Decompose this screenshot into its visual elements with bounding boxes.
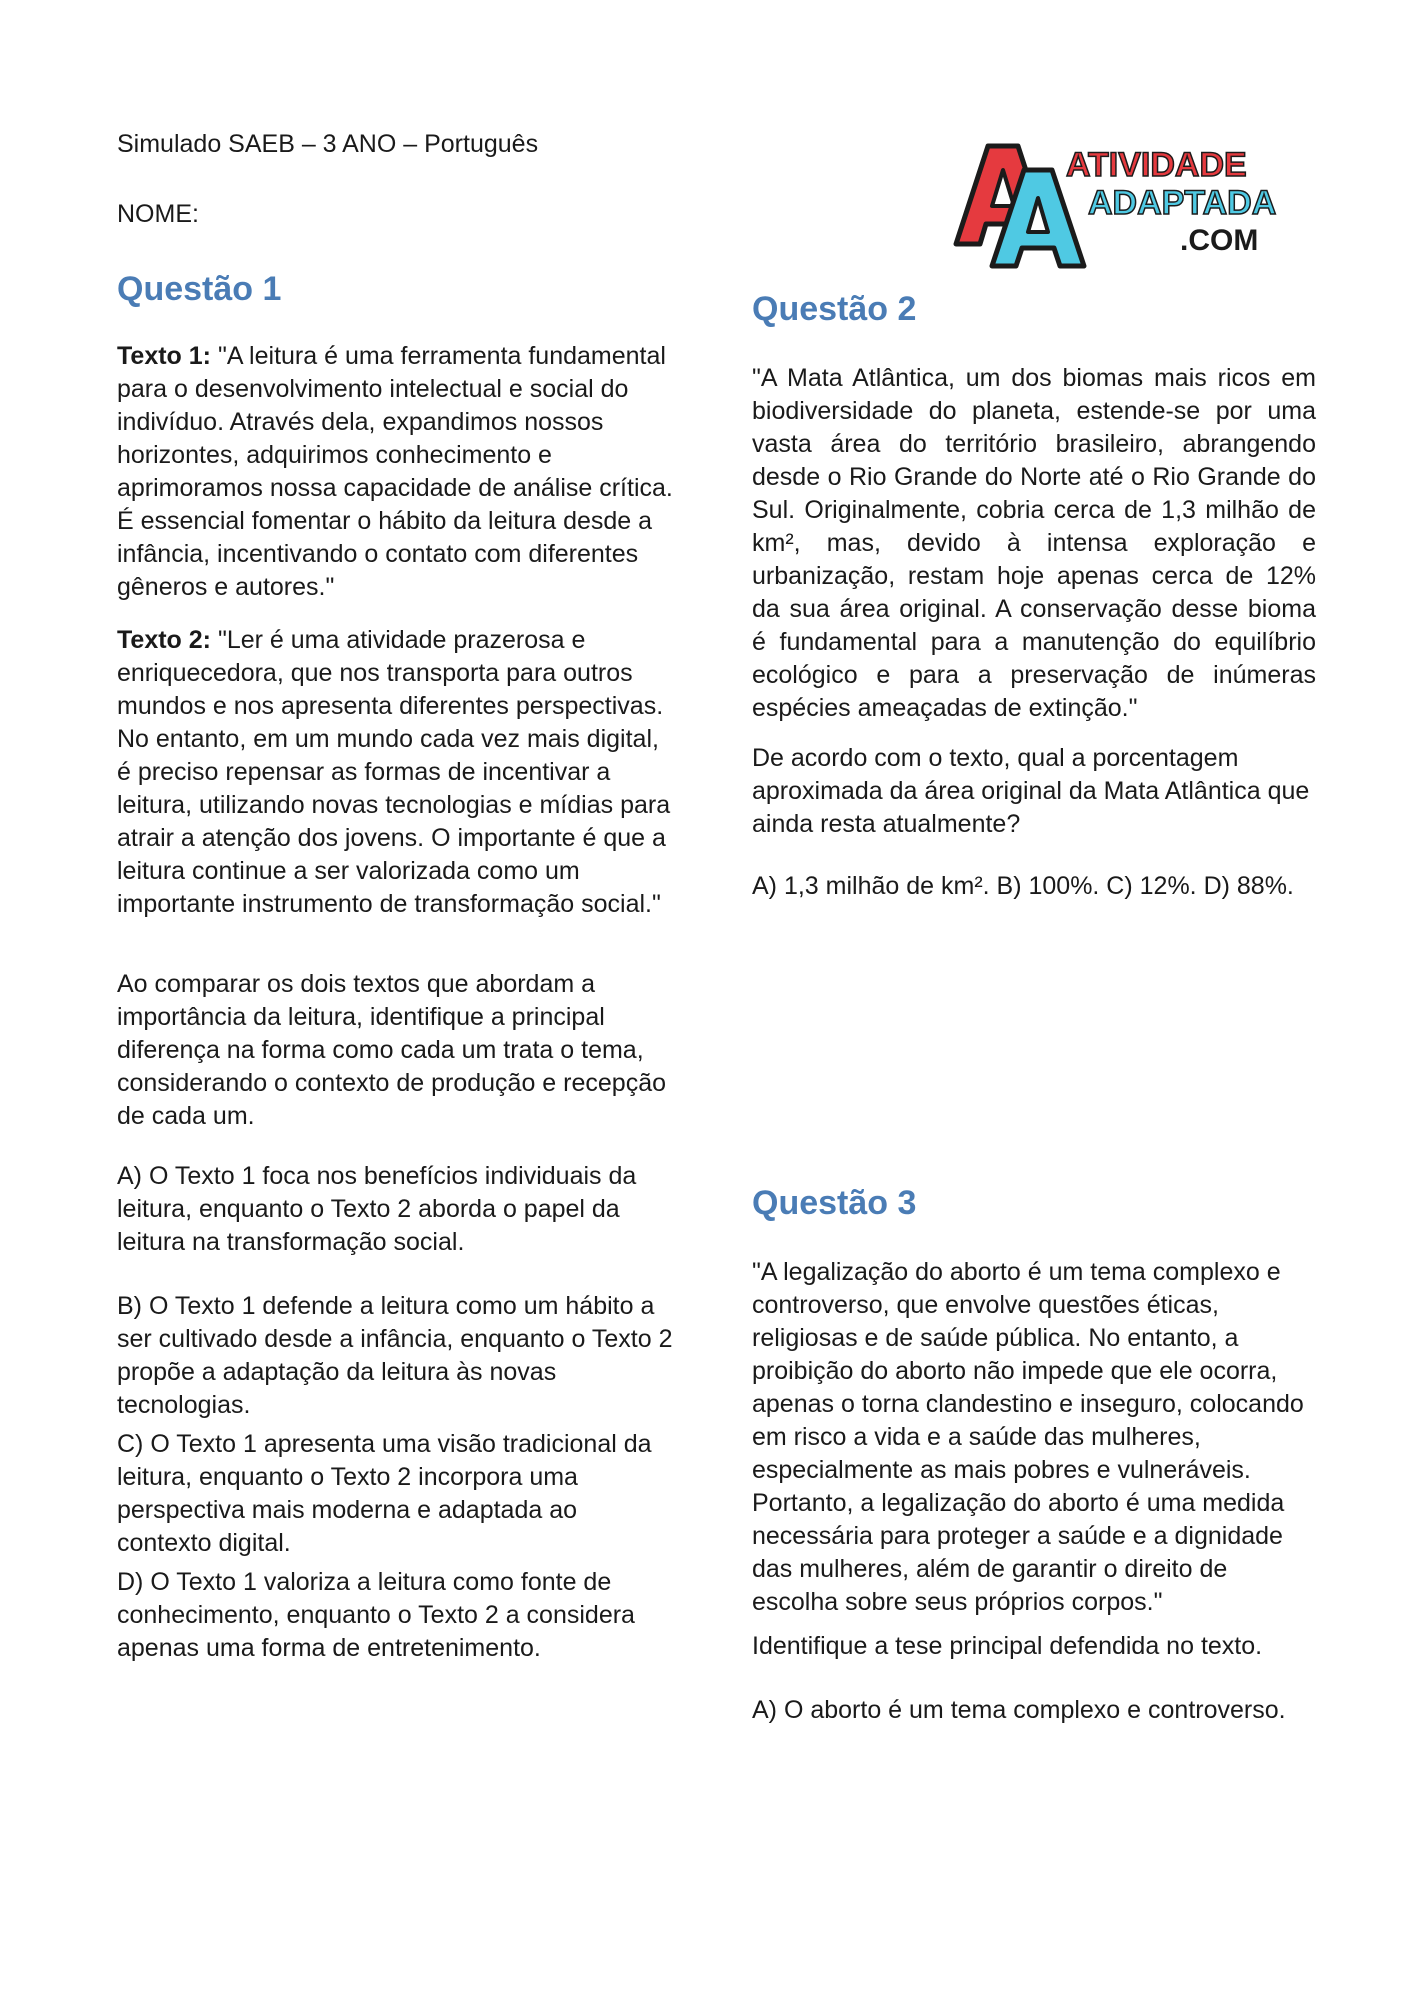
logo-text-com: .COM	[1180, 224, 1259, 257]
text-1-body: "A leitura é uma ferramenta fundamental para o desenvolvimento intelectual e social do indivíduo. Através dela, expandimos nossos horizontes, adquirimos conhecimento e aprimoramos nossa capacidade de análise crítica. É essencial fomentar o hábito da leitura desde a infância, incentivando o contato com diferentes gêneros e autores."	[117, 342, 673, 601]
question-1-option-a[interactable]: A) O Texto 1 foca nos benefícios individuais da leitura, enquanto o Texto 2 aborda o papel da leitura na transformação social.	[117, 1162, 637, 1256]
atividade-adaptada-logo	[948, 140, 1298, 270]
text-2-body: "Ler é uma atividade prazerosa e enriquecedora, que nos transporta para outros mundos e nos apresenta diferentes perspectivas. No entanto, em um mundo cada vez mais digital, é preciso repensar as formas de incentivar a leitura, utilizando novas tecnologias e mídias para atrair a atenção dos jovens. O importante é que a leitura continue a ser valorizada como um importante instrumento de transformação social."	[117, 626, 671, 918]
name-label: NOME:	[117, 200, 199, 228]
question-2-prompt: De acordo com o texto, qual a porcentagem aproximada da área original da Mata Atlântica que ainda resta atualmente?	[752, 744, 1310, 838]
question-3-option-a[interactable]: A) O aborto é um tema complexo e controverso.	[752, 1696, 1286, 1724]
question-1-option-d[interactable]: D) O Texto 1 valoriza a leitura como fonte de conhecimento, enquanto o Texto 2 a considera apenas uma forma de entretenimento.	[117, 1568, 635, 1662]
question-3-heading: Questão 3	[752, 1184, 917, 1222]
logo-text-atividade: ATIVIDADE	[1066, 146, 1247, 184]
question-1-prompt: Ao comparar os dois textos que abordam a importância da leitura, identifique a principal diferença na forma como cada um trata o tema, considerando o contexto de produção e recepção de cada um.	[117, 970, 666, 1130]
logo-text-adaptada: ADAPTADA	[1088, 184, 1277, 222]
question-2-passage: "A Mata Atlântica, um dos biomas mais ricos em biodiversidade do planeta, estende-se por uma vasta área do território brasileiro, abrangendo desde o Rio Grande do Norte até o Rio Grande do Sul. Originalmente, cobria cerca de 1,3 milhão de km², mas, devido à intensa exploração e urbanização, restam hoje apenas cerca de 12% da sua área original. A conservação desse bioma é fundamental para a manutenção do equilíbrio ecológico e para a preservação de inúmeras espécies ameaçadas de extinção."	[752, 364, 1316, 722]
question-3-prompt: Identifique a tese principal defendida no texto.	[752, 1632, 1263, 1660]
text-2-label: Texto 2:	[117, 626, 211, 654]
question-1-option-b[interactable]: B) O Texto 1 defende a leitura como um hábito a ser cultivado desde a infância, enquanto o Texto 2 propõe a adaptação da leitura às novas tecnologias.	[117, 1292, 673, 1419]
text-1-label: Texto 1:	[117, 342, 211, 370]
question-2-heading: Questão 2	[752, 290, 917, 328]
question-1-text-1	[117, 340, 677, 604]
question-1-text-2	[117, 624, 677, 921]
question-1-option-c[interactable]: C) O Texto 1 apresenta uma visão tradicional da leitura, enquanto o Texto 2 incorpora uma perspectiva mais moderna e adaptada ao contexto digital.	[117, 1430, 652, 1557]
question-1-heading: Questão 1	[117, 270, 282, 308]
document-title: Simulado SAEB – 3 ANO – Português	[117, 130, 539, 158]
question-2-options[interactable]: A) 1,3 milhão de km². B) 100%. C) 12%. D) 88%.	[752, 872, 1294, 900]
question-3-passage: "A legalização do aborto é um tema complexo e controverso, que envolve questões éticas, religiosas e de saúde pública. No entanto, a proibição do aborto não impede que ele ocorra, apenas o torna clandestino e inseguro, colocando em risco a vida e a saúde das mulheres, especialmente as mais pobres e vulneráveis. Portanto, a legalização do aborto é uma medida necessária para proteger a saúde e a dignidade das mulheres, além de garantir o direito de escolha sobre seus próprios corpos."	[752, 1258, 1304, 1616]
